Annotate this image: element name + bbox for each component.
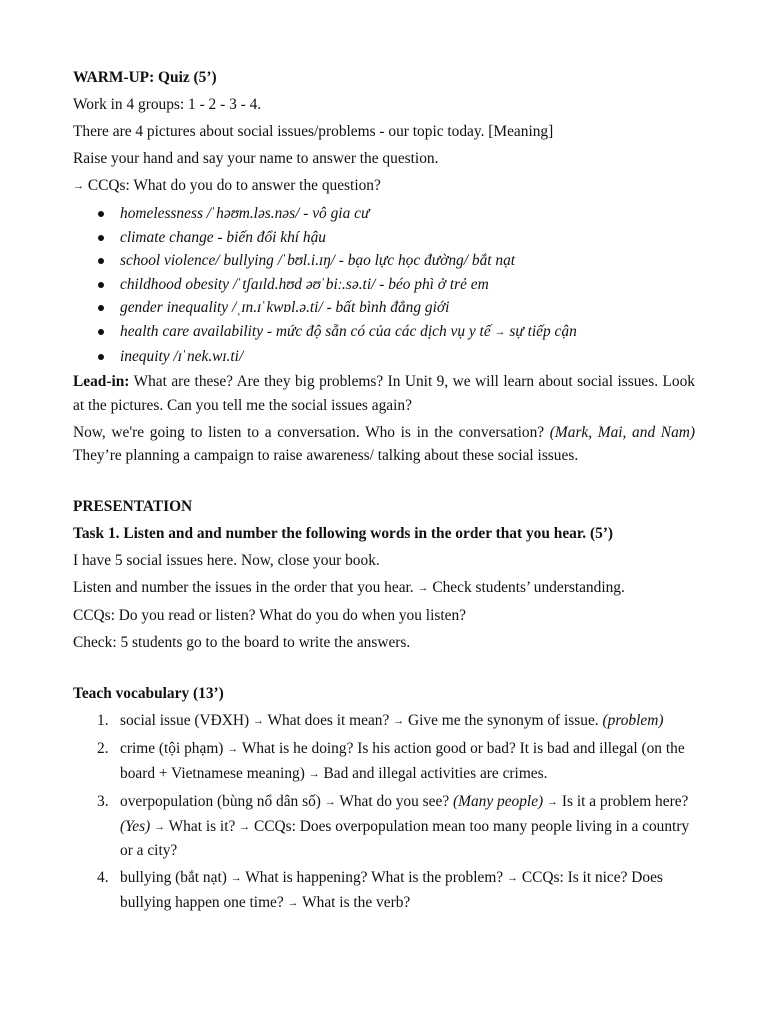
list-item: climate change - biến đổi khí hậu <box>73 226 695 250</box>
arrow-icon: → <box>324 795 336 808</box>
arrow-icon: → <box>393 715 405 728</box>
arrow-icon: → <box>308 767 320 780</box>
vocab-list <box>73 202 695 368</box>
teach-vocab-list <box>73 709 695 915</box>
list-item: gender inequality /ˌɪn.ɪˈkwɒl.ə.ti/ - bất bình đẳng giới <box>73 296 695 320</box>
warmup-line: There are 4 pictures about social issues/problems - our topic today. [Meaning] <box>73 123 554 140</box>
list-item: health care availability - mức độ sẵn có của các dịch vụ y tế → sự tiếp cận <box>73 320 695 345</box>
section-heading: PRESENTATION <box>73 498 193 516</box>
list-item: homelessness /ˈhəʊm.ləs.nəs/ - vô gia cư <box>73 202 695 226</box>
arrow-icon: → <box>287 896 299 909</box>
arrow-icon: → <box>227 743 239 756</box>
list-item: 3. overpopulation (bùng nổ dân số) → What do you see? (Many people) → Is it a problem here? (Yes) → What is it? → CCQs: Does overpopulation mean too many people living in a country or a city? <box>97 792 690 860</box>
list-item: 1. social issue (VĐXH) → What does it mean? → Give me the synonym of issue. (problem) <box>97 712 664 730</box>
task-line: Check: 5 students go to the board to write the answers. <box>73 634 411 652</box>
warmup-line: Raise your hand and say your name to answer the question. <box>73 150 439 167</box>
list-item: inequity /ɪˈnek.wɪ.ti/ <box>73 345 695 369</box>
arrow-icon: → <box>547 795 559 808</box>
warmup-title: WARM-UP: Quiz (5’) <box>73 69 217 86</box>
arrow-icon: → <box>154 820 166 833</box>
arrow-icon: → <box>494 325 506 338</box>
arrow-icon: → <box>252 715 264 728</box>
task-line: I have 5 social issues here. Now, close your book. <box>73 552 380 570</box>
task-line: Listen and number the issues in the order that you hear. → Check students’ understanding. <box>73 579 625 597</box>
list-item: school violence/ bullying /ˈbʊl.i.ɪŋ/ - bạo lực học đường/ bắt nạt <box>73 249 695 273</box>
task-line: CCQs: Do you read or listen? What do you do when you listen? <box>73 607 466 625</box>
arrow-icon: → <box>73 180 84 192</box>
list-item: 2. crime (tội phạm) → What is he doing? Is his action good or bad? It is bad and illegal (on the board + Vietnamese meaning) → Bad and illegal activities are crimes. <box>97 740 685 782</box>
list-item: 4. bullying (bắt nạt) → What is happening? What is the problem? → CCQs: Is it nice? Does bullying happen one time? → What is the verb? <box>97 869 663 911</box>
arrow-icon: → <box>230 872 242 885</box>
task-title: Task 1. Listen and and number the following words in the order that you hear. (5’) <box>73 525 614 543</box>
warmup-ccq: → CCQs: What do you do to answer the question? <box>73 177 381 194</box>
arrow-icon: → <box>506 872 518 885</box>
lesson-plan-content <box>73 66 695 919</box>
leadin-paragraph-2: Now, we're going to listen to a conversation. Who is in the conversation? (Mark, Mai, and Nam) They’re planning a campaign to raise awareness/ talking about these social issues. <box>73 423 696 465</box>
arrow-icon: → <box>417 582 429 595</box>
list-item: childhood obesity /ˈtʃaɪld.hʊd əʊˈbiː.sə.ti/ - béo phì ở trẻ em <box>73 273 695 297</box>
arrow-icon: → <box>239 820 251 833</box>
warmup-line: Work in 4 groups: 1 - 2 - 3 - 4. <box>73 96 262 113</box>
section-title: Teach vocabulary (13’) <box>73 685 224 703</box>
leadin-paragraph: Lead-in: What are these? Are they big problems? In Unit 9, we will learn about social issues. Look at the pictures. Can you tell me the social issues again? <box>73 373 695 414</box>
